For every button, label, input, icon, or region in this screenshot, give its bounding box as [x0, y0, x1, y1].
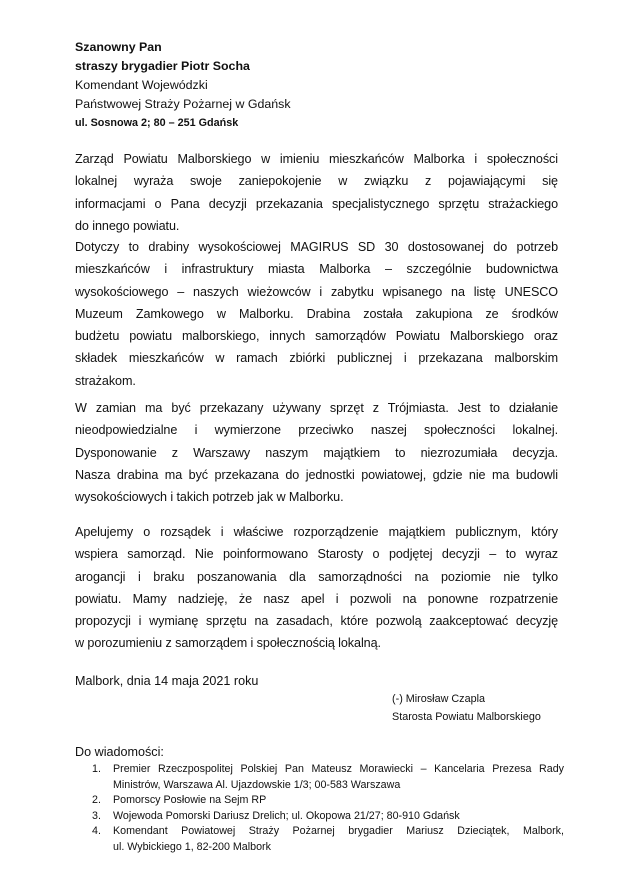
paragraph-line: do innego powiatu.	[75, 218, 180, 233]
list-item-line: Pomorscy Posłowie na Sejm RP	[113, 794, 267, 807]
paragraph-line: budżetu powiatu malborskiego, innych samorządów Powiatu Malborskiego oraz	[75, 329, 558, 344]
paragraph-line: nieodpowiedzialne i wymierzone przeciwko naszej społeczności lokalnej.	[75, 423, 558, 438]
distribution-list	[92, 762, 564, 856]
recipient-salutation: Szanowny Pan	[75, 40, 162, 54]
place-date: Malbork, dnia 14 maja 2021 roku	[75, 674, 259, 688]
recipient-institution: Państwowej Straży Pożarnej w Gdańsk	[75, 97, 291, 111]
signatory-title: Starosta Powiatu Malborskiego	[392, 711, 541, 723]
paragraph-line: w porozumieniu z samorządem i społecznością lokalną.	[75, 636, 381, 651]
paragraph-line: powiatu. Mamy nadzieję, że nasz apel i pozwoli na ponowne rozpatrzenie	[75, 591, 558, 606]
recipient-street: ul. Sosnowa 2; 80 – 251 Gdańsk	[75, 117, 239, 129]
recipient-name: straszy brygadier Piotr Socha	[75, 59, 250, 73]
list-item	[92, 824, 564, 855]
paragraph-line: Nasza drabina ma być przekazana do jednostki powiatowej, gdzie nie ma budowli	[75, 467, 558, 482]
paragraph-line: wysokościowego – naszych wieżowców i zabytku wpisanego na listę UNESCO	[75, 284, 558, 299]
paragraph-line: lokalnej wyraża swoje zaniepokojenie w związku z pojawiającymi się	[75, 174, 558, 189]
list-item-line: Ministrów, Warszawa Al. Ujazdowskie 1/3; 00-583 Warszawa	[113, 778, 401, 791]
paragraph-line: składek mieszkańców w ramach zbiórki publicznej i przekazana malborskim	[75, 351, 558, 366]
paragraph-line: Dotyczy to drabiny wysokościowej MAGIRUS SD 30 dostosowanej do potrzeb	[75, 240, 558, 254]
recipient-address	[75, 38, 375, 133]
list-item-line: ul. Wybickiego 1, 82-200 Malbork	[113, 840, 271, 853]
list-item-number: 3.	[92, 809, 101, 822]
paragraph-line: mieszkańców i infrastruktury miasta Malborka – szczególnie budownictwa	[75, 262, 558, 277]
paragraph-line: propozycji i wymianę sprzętu na zasadach, które pozwolą zaakceptować decyzję	[75, 614, 558, 629]
distribution-heading: Do wiadomości:	[75, 745, 164, 759]
paragraph-line: arogancji i braku poszanowania dla samorządności na poziomie nie tylko	[75, 569, 558, 584]
paragraph-line: Dysponowanie z Warszawy naszym majątkiem to niezrozumiała decyzja.	[75, 445, 558, 460]
signature-block	[392, 690, 612, 726]
list-item-line: Wojewoda Pomorski Dariusz Drelich; ul. Okopowa 21/27; 80-910 Gdańsk	[113, 809, 460, 822]
list-item-line: Premier Rzeczpospolitej Polskiej Pan Mateusz Morawiecki – Kancelaria Prezesa Rady	[113, 763, 564, 775]
paragraph-appeal	[75, 521, 558, 655]
list-item	[92, 809, 564, 825]
paragraph-line: Muzeum Zamkowego w Malborku. Drabina została zakupiona ze środków	[75, 306, 558, 321]
list-item-number: 2.	[92, 794, 101, 807]
list-item	[92, 762, 564, 793]
list-item-number: 1.	[92, 763, 101, 775]
signatory-name: (-) Mirosław Czapla	[392, 693, 485, 705]
list-item-line: Komendant Powiatowej Straży Pożarnej brygadier Mariusz Dzieciątek, Malbork,	[113, 825, 564, 838]
list-item-number: 4.	[92, 825, 101, 838]
list-item	[92, 793, 564, 809]
paragraph-line: Zarząd Powiatu Malborskiego w imieniu mieszkańców Malborka i społeczności	[75, 152, 558, 166]
paragraph-line: informacjami o Pana decyzji przekazania specjalistycznego sprzętu strażackiego	[75, 196, 558, 211]
paragraph-line: W zamian ma być przekazany używany sprzęt z Trójmiasta. Jest to działanie	[75, 401, 558, 415]
paragraph-concern	[75, 148, 558, 237]
paragraph-line: wspiera samorząd. Nie poinformowano Starosty o podjętej decyzji – to wyraz	[75, 547, 558, 562]
recipient-title: Komendant Wojewódzki	[75, 78, 208, 92]
paragraph-ladder	[75, 236, 558, 392]
paragraph-line: Apelujemy o rozsądek i właściwe rozporządzenie majątkiem publicznym, który	[75, 525, 558, 539]
paragraph-replacement	[75, 397, 558, 508]
paragraph-line: strażakom.	[75, 373, 136, 388]
paragraph-line: wysokościowych i takich potrzeb jak w Malborku.	[75, 490, 344, 505]
